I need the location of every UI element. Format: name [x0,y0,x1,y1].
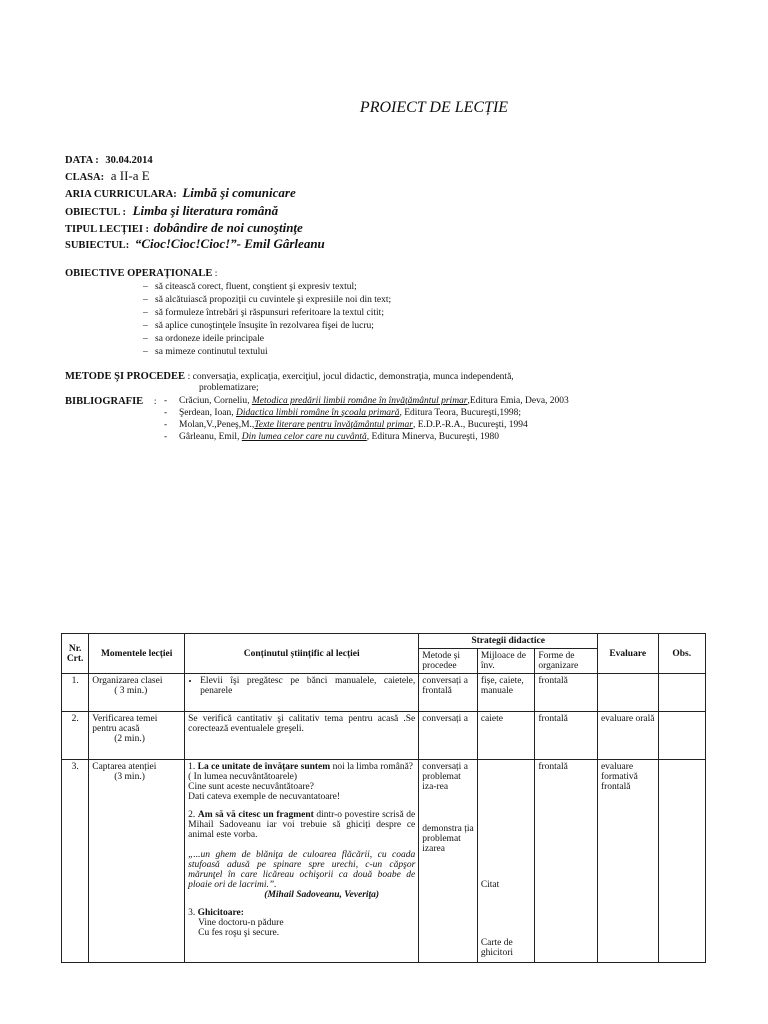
content-item: • Elevii îşi pregătesc pe bănci manualele, caietele, penarele [200,676,415,696]
clasa-value: a II-a E [110,168,150,183]
p3-num: 3. [188,908,198,918]
row-forme: frontală [535,760,598,963]
p2-bold: Am să vă citesc un fragment [197,810,314,820]
row-evaluare: evaluare orală [597,712,658,760]
tipul-value: dobândire de noi cunoştinţe [153,220,303,235]
objective-item [143,347,268,357]
subiectul-label: SUBIECTUL: [65,240,130,251]
objective-text: să aplice cunoştinţele însuşite în rezolvarea fişei de lucru; [155,321,374,331]
row-metode [419,760,478,963]
content-p2 [188,810,415,840]
bibliography-publisher: ,Editura Emia, Deva, 2003 [467,396,569,406]
aria-label: ARIA CURRICULARA: [65,189,177,200]
bibliografie-colon: : [153,397,157,407]
p1-bold: La ce unitate de învățare suntem [197,762,331,772]
objectives-colon: : [212,269,218,279]
row-nr: 1. [62,674,89,712]
metode-label: METODE ŞI PROCEDEE [65,371,185,382]
objective-item [143,295,391,305]
row-evaluare: evaluare formativă frontală [597,760,658,963]
objective-dash: – [143,347,148,357]
row-obs [658,760,706,963]
row-moment [89,712,185,760]
metode-line [65,371,514,382]
quote-author: (Mihail Sadoveanu, Veveriţa) [264,890,380,900]
row-forme: frontală [535,712,598,760]
objective-item [143,282,357,292]
lesson-table [61,633,706,963]
obiectul-value: Limba şi literatura română [132,203,279,218]
subiectul-value: “Cioc!Cioc!Cioc!”- Emil Gârleanu [134,236,325,251]
bibliography-author: Molan,V.,Peneş,M., [179,420,255,430]
bibliography-author: Gârleanu, Emil, [179,432,242,442]
mijloace-b: Carte de ghicitori [480,938,514,958]
row-moment [89,760,185,963]
p1-rest: noi la limba română? ( In lumea necuvântătoarele) [188,762,414,782]
bibliography-publisher: , E.D.P.-R.A., Bucureşti, 1994 [413,420,528,430]
moment-time: (3 min.) [114,772,145,782]
p2-rest: dintr-o povestire scrisă de Mihail Sadoveanu iar voi trebuie să ghiciți despre ce animal este vorba. [188,810,416,840]
table-header-row [62,634,706,649]
obiectul-line [65,203,278,219]
moment-time: ( 3 min.) [114,686,148,696]
moment-label: Organizarea clasei [92,676,163,686]
row-metode: conversați a frontală [419,674,478,712]
metode-a: conversați a problemat iza-rea [422,762,468,792]
header-strategii: Strategii didactice [419,634,598,649]
bibliografie-heading [65,396,156,407]
obiectul-label: OBIECTUL : [65,207,126,218]
content-p1-l2: Cine sunt aceste necuvântătoare? [188,782,314,792]
content-p3 [188,908,415,918]
clasa-label: CLASA: [65,172,105,183]
p2-num: 2. [188,810,198,820]
objective-text: să alcătuiască propoziţii cu cuvintele şi expresiile noi din text; [155,295,392,305]
bibliography-dash: - [164,396,168,406]
bibliography-title: Texte literare pentru învăţământul primar [254,420,413,430]
bibliography-item [164,396,569,406]
row-content: Se verifică cantitativ şi calitativ tema pentru acasă .Se corectează eventualele greşeli. [185,712,419,760]
objective-dash: – [143,321,148,331]
row-evaluare [597,674,658,712]
moment-time: (2 min.) [114,734,145,744]
data-label: DATA : [65,155,99,166]
bibliography-publisher: , Editura Minerva, Bucureşti, 1980 [366,432,499,442]
objective-text: să citească corect, fluent, conştient şi expresiv textul; [155,282,357,292]
table-row [62,760,706,963]
row-obs [658,674,706,712]
row-content [185,760,419,963]
tipul-line [65,220,303,236]
bibliography-publisher: , Editura Teora, Bucureşti,1998; [399,408,522,418]
header-nr: Nr. Crt. [62,634,89,674]
objective-text: să formuleze întrebări şi răspunsuri referitoare la textul citit; [155,308,384,318]
riddle-line-2: Cu fes roşu şi secure. [198,928,280,938]
bibliography-dash: - [164,420,168,430]
bibliography-title: Din lumea celor care nu cuvântă [241,432,367,442]
mijloace-a: Citat [480,880,500,890]
subiectul-line [65,236,325,252]
objective-dash: – [143,308,148,318]
objectives-label: OBIECTIVE OPERAȚIONALE [65,268,213,279]
bibliography-title: Didactica limbii române în şcoala primară [235,408,400,418]
objective-item [143,321,374,331]
bibliography-title: Metodica predării limbii române în învăţământul primar [251,396,468,406]
header-metode: Metode și procedee [419,649,478,674]
tipul-label: TIPUL LECȚIEI : [65,224,150,235]
content-quote: „...un ghem de blăniţa de culoarea flăcării, cu coada stufoasă adusă pe spinare spre urechi, c-un căpşor mărunţel în care licăreau ochişorii ca două boabe de ploaie ori de lacrimi.”. [188,850,416,890]
metode-text: : conversaţia, explicaţia, exerciţiul, jocul didactic, demonstraţia, munca independentă, [187,372,514,382]
header-momentele: Momentele lecției [89,634,185,674]
row-obs [658,712,706,760]
aria-line [65,185,296,201]
bibliography-dash: - [164,432,168,442]
page-title: PROIECT DE LECȚIE [359,99,509,116]
bibliography-author: Şerdean, Ioan, [179,408,236,418]
row-mijloace: fișe, caiete, manuale [477,674,535,712]
header-mijloace: Mijloace de înv. [477,649,535,674]
objective-text: sa ordoneze ideile principale [155,334,264,344]
objective-dash: – [143,334,148,344]
moment-label: Captarea atenției [92,762,157,772]
aria-value: Limbă şi comunicare [182,185,296,200]
row-moment [89,674,185,712]
header-forme: Forme de organizare [535,649,598,674]
header-evaluare: Evaluare [597,634,658,674]
row-forme: frontală [535,674,598,712]
bibliography-item [164,408,521,418]
header-continutul: Conținutul științific al lecției [185,634,419,674]
objectives-heading [65,268,217,279]
bibliografie-label: BIBLIOGRAFIE [65,396,144,407]
row-nr: 3. [62,760,89,963]
bibliography-dash: - [164,408,168,418]
table-row [62,674,706,712]
data-value: 30.04.2014 [105,155,153,166]
riddle-line-1: Vine doctoru-n pădure [198,918,284,928]
bibliography-author: Crăciun, Corneliu, [179,396,252,406]
row-mijloace: caiete [477,712,535,760]
table-row [62,712,706,760]
bibliography-item [164,432,499,442]
content-p1-l3: Dati cateva exemple de necuvantatoare! [188,792,341,802]
objective-text: sa mimeze continutul textului [155,347,268,357]
row-content [185,674,419,712]
p3-bold: Ghicitoare: [197,908,244,918]
content-p1 [188,762,415,782]
metode-text-cont: problematizare; [199,383,259,393]
row-metode: conversați a [419,712,478,760]
bibliography-item [164,420,528,430]
metode-b: demonstra ția problemat izarea [422,824,474,854]
objective-dash: – [143,295,148,305]
header-obs: Obs. [658,634,706,674]
moment-label: Verificarea temei pentru acasă [92,714,158,734]
objective-item [143,308,384,318]
row-nr: 2. [62,712,89,760]
row-mijloace [477,760,535,963]
clasa-line [65,168,150,184]
p1-num: 1. [188,762,198,772]
objective-item [143,334,264,344]
objective-dash: – [143,282,148,292]
date-line [65,155,153,166]
